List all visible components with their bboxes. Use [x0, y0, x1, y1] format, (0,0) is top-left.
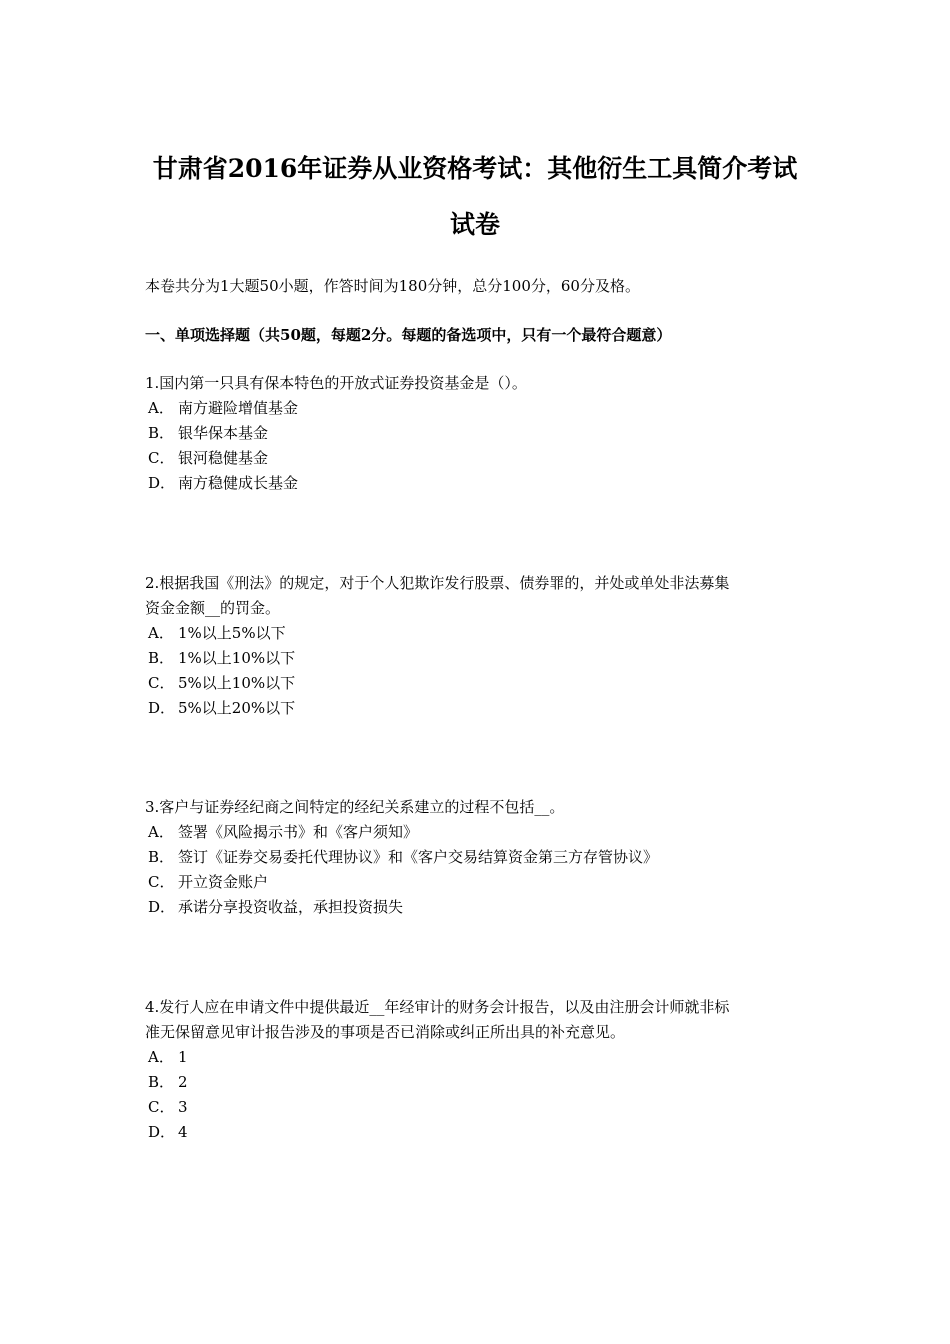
option-letter: A． — [148, 624, 174, 642]
option-letter: B． — [148, 1073, 175, 1091]
question-stem — [145, 371, 815, 396]
option-c — [145, 870, 815, 895]
option-text: 5%以上20%以下 — [178, 699, 296, 717]
question-stem-line: 准无保留意见审计报告涉及的事项是否已消除或纠正所出具的补充意见。 — [145, 1023, 626, 1041]
option-text: 银华保本基金 — [178, 424, 269, 442]
option-b — [145, 1070, 815, 1095]
option-text: 承诺分享投资收益，承担投资损失 — [178, 898, 404, 916]
question-2 — [145, 571, 815, 721]
option-c — [145, 671, 815, 696]
option-letter: D． — [148, 474, 176, 492]
option-letter: C． — [148, 873, 175, 891]
option-letter: D． — [148, 898, 176, 916]
option-letter: A． — [148, 1048, 174, 1066]
option-d — [145, 471, 815, 496]
question-stem — [145, 571, 815, 621]
option-b — [145, 646, 815, 671]
option-d — [145, 895, 815, 920]
question-stem-line: 4.发行人应在申请文件中提供最近__年经审计的财务会计报告，以及由注册会计师就非标 — [145, 998, 730, 1016]
option-text: 南方稳健成长基金 — [178, 474, 299, 492]
option-text: 签署《风险揭示书》和《客户须知》 — [178, 823, 419, 841]
option-letter: D． — [148, 699, 176, 717]
question-stem — [145, 995, 815, 1045]
question-stem-line: 3.客户与证券经纪商之间特定的经纪关系建立的过程不包括__。 — [145, 798, 565, 816]
option-text: 开立资金账户 — [178, 873, 269, 891]
option-d — [145, 1120, 815, 1145]
option-b — [145, 421, 815, 446]
option-letter: B． — [148, 649, 175, 667]
option-text: 5%以上10%以下 — [178, 674, 296, 692]
option-letter: C． — [148, 449, 175, 467]
option-letter: B． — [148, 424, 175, 442]
question-1 — [145, 371, 815, 496]
option-letter: A． — [148, 823, 174, 841]
option-a — [145, 820, 815, 845]
option-text: 2 — [178, 1073, 188, 1091]
option-c — [145, 446, 815, 471]
section-heading: 一、单项选择题（共50题，每题2分。每题的备选项中，只有一个最符合题意） — [145, 326, 672, 344]
option-text: 南方避险增值基金 — [178, 399, 299, 417]
question-stem-line: 资金金额__的罚金。 — [145, 599, 281, 617]
option-letter: C． — [148, 674, 175, 692]
question-stem-line: 1.国内第一只具有保本特色的开放式证券投资基金是（）。 — [145, 374, 527, 392]
question-stem-line: 2.根据我国《刑法》的规定，对于个人犯欺诈发行股票、债券罪的，并处或单处非法募集 — [145, 574, 730, 592]
option-letter: C． — [148, 1098, 175, 1116]
title-line-1: 甘肃省2016年证券从业资格考试：其他衍生工具简介考试 — [152, 154, 798, 183]
question-stem — [145, 795, 815, 820]
option-text: 1%以上5%以下 — [178, 624, 286, 642]
question-3 — [145, 795, 815, 920]
option-text: 1%以上10%以下 — [178, 649, 296, 667]
option-text: 4 — [178, 1123, 188, 1141]
option-d — [145, 696, 815, 721]
document-title — [130, 141, 820, 253]
option-c — [145, 1095, 815, 1120]
question-4 — [145, 995, 815, 1145]
option-text: 签订《证券交易委托代理协议》和《客户交易结算资金第三方存管协议》 — [178, 848, 659, 866]
option-letter: B． — [148, 848, 175, 866]
option-a — [145, 1045, 815, 1070]
title-line-2: 试卷 — [449, 210, 500, 239]
option-text: 银河稳健基金 — [178, 449, 269, 467]
option-letter: A． — [148, 399, 174, 417]
option-a — [145, 396, 815, 421]
option-a — [145, 621, 815, 646]
exam-intro: 本卷共分为1大题50小题，作答时间为180分钟，总分100分，60分及格。 — [145, 277, 640, 295]
option-text: 1 — [178, 1048, 188, 1066]
option-text: 3 — [178, 1098, 188, 1116]
option-b — [145, 845, 815, 870]
option-letter: D． — [148, 1123, 176, 1141]
